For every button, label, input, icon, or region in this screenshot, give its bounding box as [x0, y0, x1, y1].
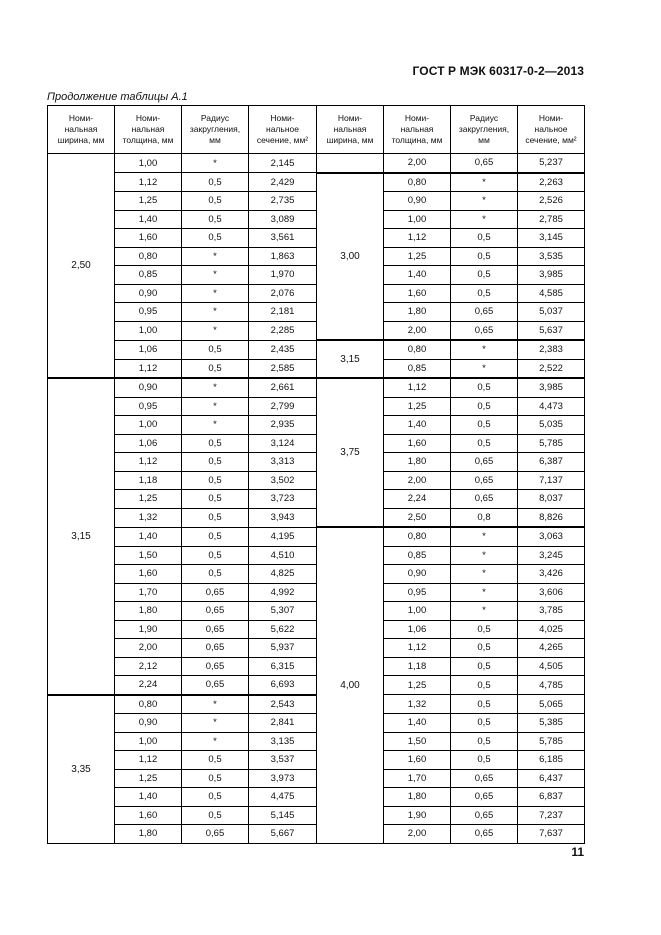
- right-thickness-cell: 2,00: [384, 471, 451, 490]
- left-section-cell: 2,543: [249, 695, 317, 714]
- right-thickness-cell: 1,80: [384, 788, 451, 807]
- left-section-cell: 5,622: [249, 620, 317, 639]
- right-thickness-cell: 1,00: [384, 210, 451, 229]
- table-row: [48, 321, 585, 340]
- table-row: [48, 303, 585, 322]
- table-row: [48, 173, 585, 192]
- left-section-cell: 4,195: [249, 527, 317, 546]
- right-section-cell: 8,826: [518, 508, 585, 527]
- header-left-radius: Радиус закругления, мм: [182, 106, 249, 154]
- table-row: [48, 602, 585, 621]
- left-radius-cell: 0,5: [182, 359, 249, 378]
- table-row: [48, 751, 585, 770]
- left-section-cell: 3,124: [249, 434, 317, 453]
- right-section-cell: 2,383: [518, 340, 585, 359]
- left-radius-cell: 0,5: [182, 508, 249, 527]
- right-radius-cell: 0,5: [451, 695, 518, 714]
- right-thickness-cell: 0,90: [384, 192, 451, 211]
- right-thickness-cell: 1,12: [384, 229, 451, 248]
- right-radius-cell: *: [451, 340, 518, 359]
- left-radius-cell: 0,5: [182, 490, 249, 509]
- right-radius-cell: 0,5: [451, 714, 518, 733]
- right-thickness-cell: 1,12: [384, 639, 451, 658]
- left-radius-cell: *: [182, 284, 249, 303]
- left-section-cell: 3,973: [249, 769, 317, 788]
- left-thickness-cell: 2,00: [115, 639, 182, 658]
- left-radius-cell: 0,5: [182, 806, 249, 825]
- right-section-cell: 3,985: [518, 378, 585, 397]
- left-radius-cell: 0,5: [182, 210, 249, 229]
- right-section-cell: 2,263: [518, 173, 585, 192]
- right-radius-cell: 0,65: [451, 788, 518, 807]
- left-thickness-cell: 2,12: [115, 657, 182, 676]
- right-radius-cell: 0,5: [451, 676, 518, 695]
- table-row: [48, 565, 585, 584]
- left-section-cell: 3,313: [249, 453, 317, 472]
- left-width-cell: 2,50: [48, 154, 115, 379]
- table-row: [48, 806, 585, 825]
- right-section-cell: 7,237: [518, 806, 585, 825]
- right-thickness-cell: 2,24: [384, 490, 451, 509]
- right-radius-cell: 0,65: [451, 490, 518, 509]
- left-section-cell: 5,307: [249, 602, 317, 621]
- right-radius-cell: 0,5: [451, 416, 518, 435]
- left-radius-cell: 0,5: [182, 788, 249, 807]
- table-caption: Продолжение таблицы А.1: [47, 91, 188, 103]
- left-thickness-cell: 0,80: [115, 247, 182, 266]
- right-thickness-cell: 1,60: [384, 434, 451, 453]
- left-radius-cell: *: [182, 714, 249, 733]
- right-radius-cell: 0,65: [451, 453, 518, 472]
- left-thickness-cell: 1,12: [115, 359, 182, 378]
- right-section-cell: 5,237: [518, 154, 585, 173]
- right-section-cell: 5,785: [518, 434, 585, 453]
- left-thickness-cell: 1,12: [115, 173, 182, 192]
- table-row: [48, 676, 585, 695]
- table-row: [48, 508, 585, 527]
- left-thickness-cell: 1,60: [115, 565, 182, 584]
- left-thickness-cell: 1,06: [115, 434, 182, 453]
- left-thickness-cell: 1,12: [115, 751, 182, 770]
- table-header-row: [48, 106, 585, 154]
- table-row: [48, 471, 585, 490]
- left-thickness-cell: 1,40: [115, 210, 182, 229]
- left-radius-cell: *: [182, 397, 249, 416]
- right-thickness-cell: 1,70: [384, 769, 451, 788]
- right-radius-cell: 0,5: [451, 284, 518, 303]
- right-radius-cell: 0,65: [451, 303, 518, 322]
- left-section-cell: 2,285: [249, 321, 317, 340]
- left-thickness-cell: 1,00: [115, 321, 182, 340]
- right-width-cell: 3,15: [317, 340, 384, 378]
- right-thickness-cell: 1,40: [384, 714, 451, 733]
- right-section-cell: 2,522: [518, 359, 585, 378]
- right-radius-cell: 0,65: [451, 806, 518, 825]
- left-radius-cell: 0,65: [182, 825, 249, 844]
- right-radius-cell: 0,5: [451, 732, 518, 751]
- right-radius-cell: *: [451, 546, 518, 565]
- left-radius-cell: 0,5: [182, 565, 249, 584]
- right-section-cell: 4,785: [518, 676, 585, 695]
- left-thickness-cell: 1,25: [115, 769, 182, 788]
- right-radius-cell: 0,65: [451, 321, 518, 340]
- left-thickness-cell: 1,50: [115, 546, 182, 565]
- table-row: [48, 695, 585, 714]
- left-section-cell: 2,935: [249, 416, 317, 435]
- table-row: [48, 210, 585, 229]
- table-row: [48, 284, 585, 303]
- left-thickness-cell: 1,00: [115, 154, 182, 173]
- table-body: [48, 154, 585, 844]
- right-thickness-cell: 2,00: [384, 825, 451, 844]
- right-radius-cell: 0,5: [451, 639, 518, 658]
- document-code: ГОСТ Р МЭК 60317-0-2—2013: [412, 64, 584, 78]
- right-thickness-cell: 1,00: [384, 602, 451, 621]
- right-thickness-cell: 0,80: [384, 340, 451, 359]
- right-width-cell: 4,00: [317, 527, 384, 843]
- left-section-cell: 2,145: [249, 154, 317, 173]
- right-section-cell: 3,606: [518, 583, 585, 602]
- left-radius-cell: 0,5: [182, 471, 249, 490]
- left-thickness-cell: 0,90: [115, 714, 182, 733]
- right-section-cell: 4,265: [518, 639, 585, 658]
- left-section-cell: 3,135: [249, 732, 317, 751]
- table-row: [48, 490, 585, 509]
- right-radius-cell: *: [451, 210, 518, 229]
- right-section-cell: 4,585: [518, 284, 585, 303]
- right-section-cell: 6,185: [518, 751, 585, 770]
- left-section-cell: 2,585: [249, 359, 317, 378]
- left-thickness-cell: 1,60: [115, 806, 182, 825]
- right-thickness-cell: 1,80: [384, 303, 451, 322]
- right-radius-cell: *: [451, 527, 518, 546]
- right-radius-cell: *: [451, 173, 518, 192]
- header-right-width: Номи- нальная ширина, мм: [317, 106, 384, 154]
- left-radius-cell: 0,5: [182, 527, 249, 546]
- left-section-cell: 3,089: [249, 210, 317, 229]
- right-section-cell: 7,137: [518, 471, 585, 490]
- right-section-cell: 6,387: [518, 453, 585, 472]
- right-section-cell: 5,785: [518, 732, 585, 751]
- left-section-cell: 3,561: [249, 229, 317, 248]
- left-radius-cell: 0,65: [182, 620, 249, 639]
- left-section-cell: 5,937: [249, 639, 317, 658]
- table-row: [48, 546, 585, 565]
- header-left-section: Номи- нальное сечение, мм²: [249, 106, 317, 154]
- right-section-cell: 8,037: [518, 490, 585, 509]
- left-radius-cell: *: [182, 303, 249, 322]
- right-thickness-cell: 0,80: [384, 173, 451, 192]
- left-section-cell: 3,943: [249, 508, 317, 527]
- left-section-cell: 2,076: [249, 284, 317, 303]
- left-radius-cell: *: [182, 321, 249, 340]
- right-section-cell: 3,145: [518, 229, 585, 248]
- left-section-cell: 2,435: [249, 340, 317, 359]
- right-thickness-cell: 0,90: [384, 565, 451, 584]
- left-thickness-cell: 1,25: [115, 490, 182, 509]
- table-row: [48, 340, 585, 359]
- right-section-cell: 3,535: [518, 247, 585, 266]
- left-radius-cell: 0,5: [182, 434, 249, 453]
- left-thickness-cell: 1,18: [115, 471, 182, 490]
- right-section-cell: 3,985: [518, 266, 585, 285]
- right-section-cell: 5,035: [518, 416, 585, 435]
- right-width-cell: 3,00: [317, 173, 384, 341]
- left-section-cell: 2,181: [249, 303, 317, 322]
- right-radius-cell: 0,5: [451, 657, 518, 676]
- right-section-cell: 5,037: [518, 303, 585, 322]
- right-section-cell: 6,837: [518, 788, 585, 807]
- left-thickness-cell: 1,80: [115, 602, 182, 621]
- left-thickness-cell: 0,95: [115, 303, 182, 322]
- right-radius-cell: *: [451, 602, 518, 621]
- right-section-cell: 3,426: [518, 565, 585, 584]
- left-section-cell: 2,799: [249, 397, 317, 416]
- left-radius-cell: *: [182, 378, 249, 397]
- left-radius-cell: 0,5: [182, 453, 249, 472]
- left-section-cell: 4,510: [249, 546, 317, 565]
- right-radius-cell: *: [451, 583, 518, 602]
- right-section-cell: 3,063: [518, 527, 585, 546]
- left-thickness-cell: 0,95: [115, 397, 182, 416]
- left-radius-cell: 0,5: [182, 192, 249, 211]
- left-thickness-cell: 1,12: [115, 453, 182, 472]
- left-radius-cell: 0,65: [182, 657, 249, 676]
- left-thickness-cell: 2,24: [115, 676, 182, 695]
- left-section-cell: 2,661: [249, 378, 317, 397]
- table-row: [48, 247, 585, 266]
- left-radius-cell: 0,65: [182, 676, 249, 695]
- right-thickness-cell: 0,80: [384, 527, 451, 546]
- table-row: [48, 527, 585, 546]
- right-radius-cell: 0,65: [451, 769, 518, 788]
- left-radius-cell: 0,5: [182, 769, 249, 788]
- right-thickness-cell: 1,80: [384, 453, 451, 472]
- left-thickness-cell: 0,90: [115, 378, 182, 397]
- table-row: [48, 453, 585, 472]
- right-thickness-cell: 1,50: [384, 732, 451, 751]
- table-row: [48, 714, 585, 733]
- left-thickness-cell: 1,70: [115, 583, 182, 602]
- left-radius-cell: 0,5: [182, 751, 249, 770]
- header-right-radius: Радиус закругления, мм: [451, 106, 518, 154]
- left-radius-cell: 0,65: [182, 583, 249, 602]
- right-radius-cell: 0,65: [451, 471, 518, 490]
- left-section-cell: 2,429: [249, 173, 317, 192]
- right-section-cell: 6,437: [518, 769, 585, 788]
- header-right-section: Номи- нальное сечение, мм²: [518, 106, 585, 154]
- right-radius-cell: 0,5: [451, 397, 518, 416]
- right-thickness-cell: 1,12: [384, 378, 451, 397]
- right-width-cell: 3,75: [317, 378, 384, 527]
- right-radius-cell: 0,5: [451, 266, 518, 285]
- right-thickness-cell: 0,85: [384, 359, 451, 378]
- right-thickness-cell: 1,32: [384, 695, 451, 714]
- left-section-cell: 6,693: [249, 676, 317, 695]
- left-section-cell: 6,315: [249, 657, 317, 676]
- right-thickness-cell: 1,60: [384, 284, 451, 303]
- left-section-cell: 3,723: [249, 490, 317, 509]
- right-section-cell: 3,245: [518, 546, 585, 565]
- table-row: [48, 825, 585, 844]
- left-radius-cell: *: [182, 247, 249, 266]
- table-row: [48, 620, 585, 639]
- right-thickness-cell: 1,18: [384, 657, 451, 676]
- left-radius-cell: 0,5: [182, 340, 249, 359]
- right-thickness-cell: 1,40: [384, 266, 451, 285]
- left-radius-cell: *: [182, 416, 249, 435]
- table-row: [48, 434, 585, 453]
- right-radius-cell: 0,65: [451, 154, 518, 173]
- left-thickness-cell: 1,25: [115, 192, 182, 211]
- right-thickness-cell: 2,00: [384, 321, 451, 340]
- right-thickness-cell: 1,25: [384, 676, 451, 695]
- left-width-cell: 3,15: [48, 378, 115, 695]
- right-radius-cell: 0,5: [451, 751, 518, 770]
- left-section-cell: 2,841: [249, 714, 317, 733]
- table-row: [48, 266, 585, 285]
- table-row: [48, 583, 585, 602]
- right-thickness-cell: 1,25: [384, 397, 451, 416]
- left-thickness-cell: 1,90: [115, 620, 182, 639]
- right-section-cell: 5,637: [518, 321, 585, 340]
- page-number: 11: [571, 845, 584, 859]
- left-section-cell: 4,992: [249, 583, 317, 602]
- left-radius-cell: 0,5: [182, 546, 249, 565]
- left-thickness-cell: 1,00: [115, 732, 182, 751]
- table-row: [48, 732, 585, 751]
- left-section-cell: 2,735: [249, 192, 317, 211]
- left-thickness-cell: 1,80: [115, 825, 182, 844]
- right-section-cell: 5,065: [518, 695, 585, 714]
- left-section-cell: 5,667: [249, 825, 317, 844]
- right-section-cell: 4,025: [518, 620, 585, 639]
- right-radius-cell: 0,5: [451, 378, 518, 397]
- right-section-cell: 4,505: [518, 657, 585, 676]
- right-thickness-cell: 1,06: [384, 620, 451, 639]
- left-radius-cell: 0,5: [182, 173, 249, 192]
- right-radius-cell: *: [451, 359, 518, 378]
- right-thickness-cell: 1,90: [384, 806, 451, 825]
- right-section-cell: 7,637: [518, 825, 585, 844]
- right-thickness-cell: 0,85: [384, 546, 451, 565]
- left-thickness-cell: 1,40: [115, 527, 182, 546]
- table-row: [48, 639, 585, 658]
- right-radius-cell: *: [451, 565, 518, 584]
- table-row: [48, 788, 585, 807]
- left-section-cell: 4,825: [249, 565, 317, 584]
- right-width-cell: [317, 154, 384, 173]
- left-radius-cell: *: [182, 266, 249, 285]
- right-radius-cell: 0,65: [451, 825, 518, 844]
- left-section-cell: 5,145: [249, 806, 317, 825]
- left-section-cell: 3,537: [249, 751, 317, 770]
- left-radius-cell: *: [182, 732, 249, 751]
- table-row: [48, 657, 585, 676]
- dimensions-table: [47, 105, 585, 844]
- right-thickness-cell: 1,40: [384, 416, 451, 435]
- left-thickness-cell: 1,40: [115, 788, 182, 807]
- left-radius-cell: 0,65: [182, 602, 249, 621]
- right-thickness-cell: 0,95: [384, 583, 451, 602]
- table-row: [48, 359, 585, 378]
- right-section-cell: 2,785: [518, 210, 585, 229]
- right-section-cell: 5,385: [518, 714, 585, 733]
- left-thickness-cell: 0,90: [115, 284, 182, 303]
- left-radius-cell: *: [182, 695, 249, 714]
- right-radius-cell: 0,5: [451, 620, 518, 639]
- right-section-cell: 2,526: [518, 192, 585, 211]
- left-thickness-cell: 1,32: [115, 508, 182, 527]
- left-thickness-cell: 0,85: [115, 266, 182, 285]
- table-row: [48, 229, 585, 248]
- left-thickness-cell: 1,00: [115, 416, 182, 435]
- header-left-width: Номи- нальная ширина, мм: [48, 106, 115, 154]
- left-width-cell: 3,35: [48, 695, 115, 844]
- table-row: [48, 769, 585, 788]
- left-radius-cell: 0,65: [182, 639, 249, 658]
- left-thickness-cell: 0,80: [115, 695, 182, 714]
- right-radius-cell: 0,5: [451, 434, 518, 453]
- right-radius-cell: 0,5: [451, 247, 518, 266]
- left-section-cell: 1,863: [249, 247, 317, 266]
- right-thickness-cell: 2,50: [384, 508, 451, 527]
- left-section-cell: 3,502: [249, 471, 317, 490]
- table-row: [48, 192, 585, 211]
- table-row: [48, 154, 585, 173]
- right-radius-cell: 0,8: [451, 508, 518, 527]
- header-right-thickness: Номи- нальная толщина, мм: [384, 106, 451, 154]
- table-row: [48, 378, 585, 397]
- header-left-thickness: Номи- нальная толщина, мм: [115, 106, 182, 154]
- right-thickness-cell: 2,00: [384, 154, 451, 173]
- right-thickness-cell: 1,25: [384, 247, 451, 266]
- right-radius-cell: 0,5: [451, 229, 518, 248]
- left-section-cell: 4,475: [249, 788, 317, 807]
- left-radius-cell: 0,5: [182, 229, 249, 248]
- table-row: [48, 416, 585, 435]
- right-radius-cell: *: [451, 192, 518, 211]
- right-section-cell: 3,785: [518, 602, 585, 621]
- right-thickness-cell: 1,60: [384, 751, 451, 770]
- left-section-cell: 1,970: [249, 266, 317, 285]
- left-radius-cell: *: [182, 154, 249, 173]
- right-section-cell: 4,473: [518, 397, 585, 416]
- left-thickness-cell: 1,60: [115, 229, 182, 248]
- left-thickness-cell: 1,06: [115, 340, 182, 359]
- table-row: [48, 397, 585, 416]
